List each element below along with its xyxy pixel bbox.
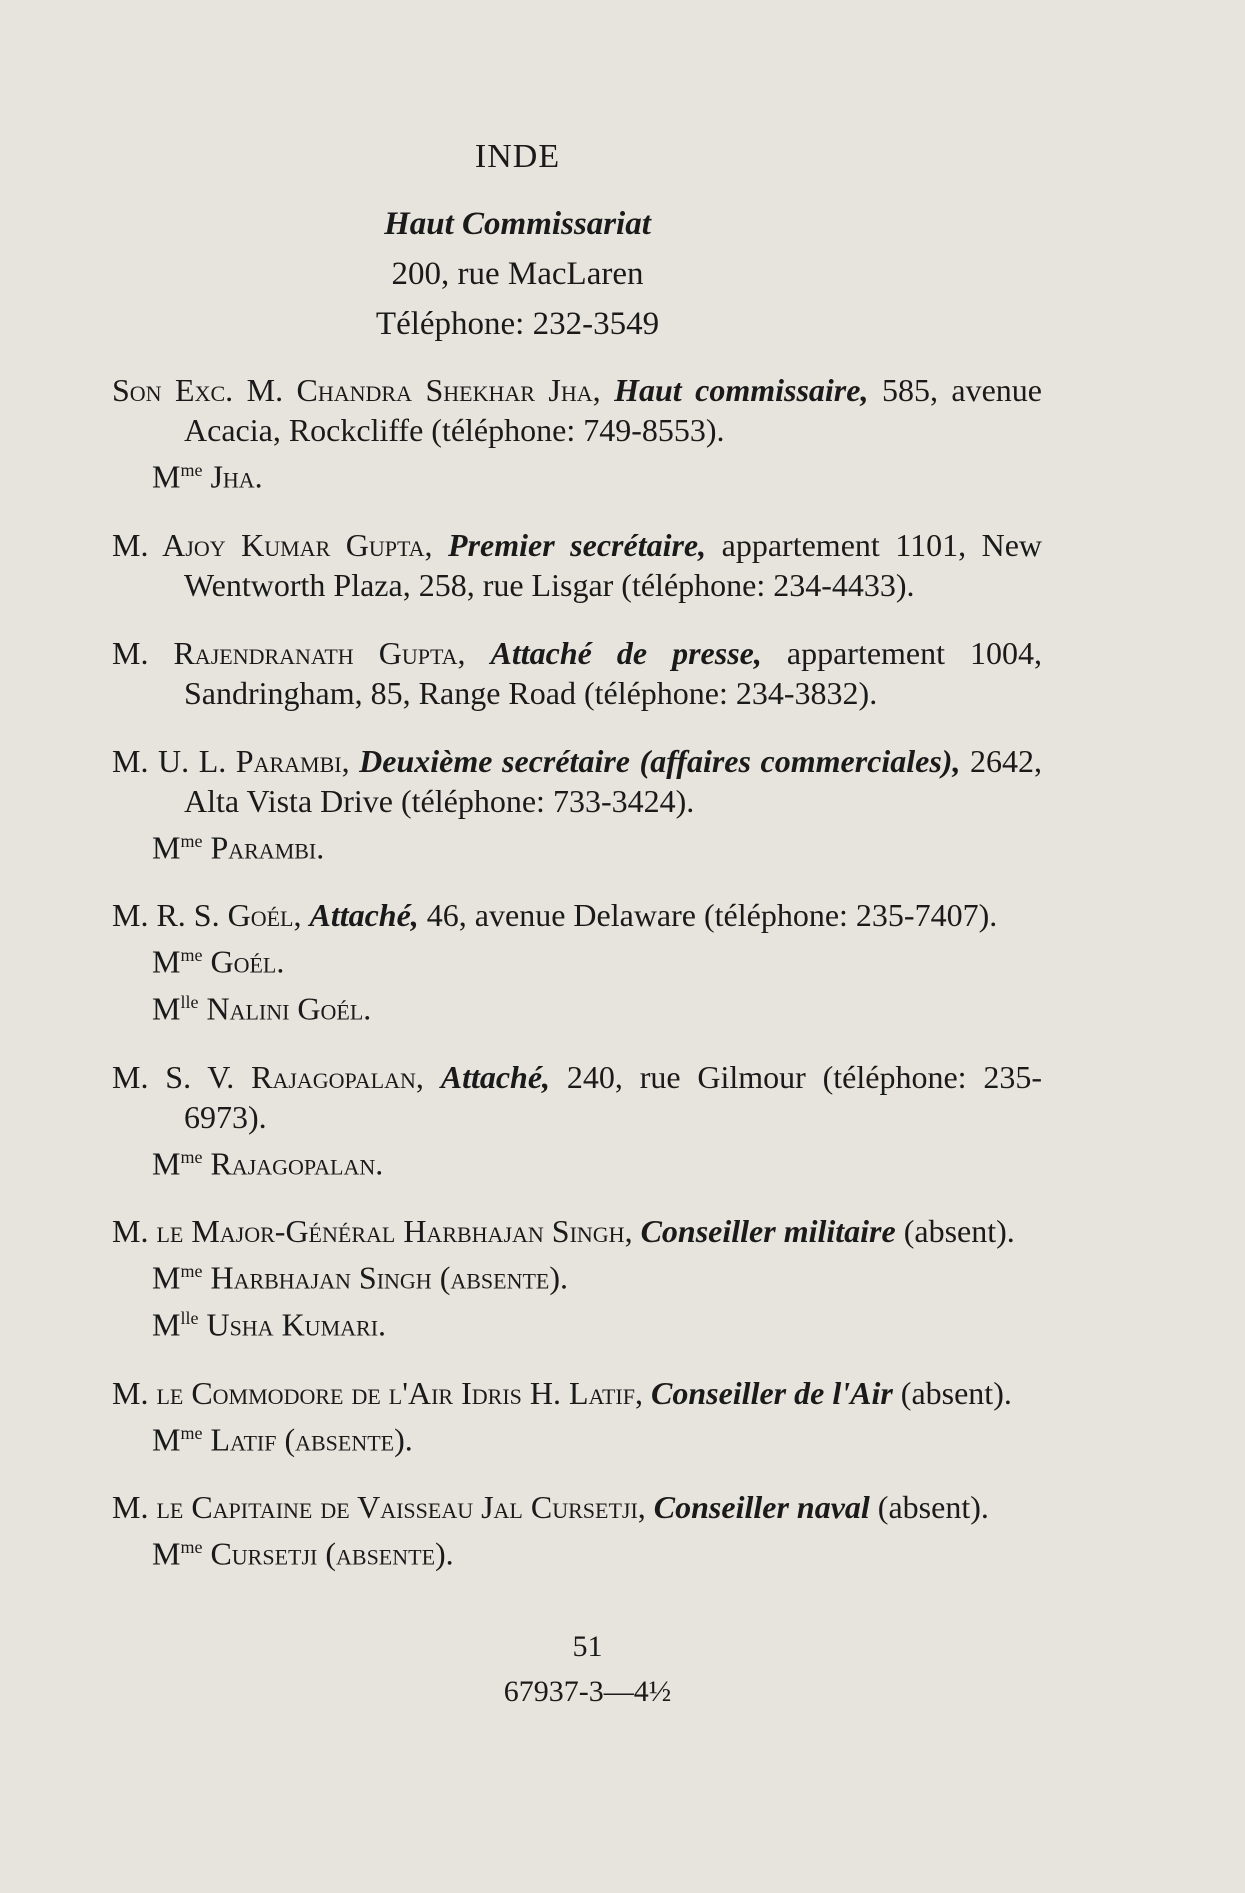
staff-name: M. Rajendranath Gupta, [112,634,466,671]
staff-role: Conseiller de l'Air [650,1374,893,1411]
country-heading: INDE [474,138,561,175]
staff-entry [112,633,1042,713]
family-member [112,821,1042,868]
family-title: M [152,1306,181,1343]
family-member [112,1527,1042,1574]
office-phone: Téléphone: 232-3549 [375,306,660,342]
staff-role: Conseiller naval [653,1489,870,1526]
staff-entry-text [112,525,1042,605]
print-code: 67937-3—4½ [503,1675,672,1708]
staff-name: M. S. V. Rajagopalan, [112,1058,424,1095]
office-address: 200, rue MacLaren [391,256,644,292]
family-member [112,1137,1042,1184]
family-name: Goél. [210,943,285,980]
family-title-suffix: lle [180,1307,199,1328]
family-name: Latif (absente). [210,1421,413,1458]
family-title: M [152,458,181,495]
staff-address: 240, rue Gilmour (téléphone: 235-6973). [184,1058,1043,1135]
staff-entry-text [112,633,1042,713]
staff-entry [112,370,1042,497]
staff-role: Deuxième secrétaire (affaires commerciales), [359,742,961,779]
staff-entry [112,895,1042,1028]
page-number: 51 [572,1630,603,1663]
staff-entry-text [112,1487,1042,1527]
family-title-suffix: me [180,1146,203,1167]
staff-entry [112,1211,1042,1344]
family-title: M [152,829,181,866]
staff-address: (absent). [900,1374,1012,1411]
family-title-suffix: me [180,1422,203,1443]
family-name: Usha Kumari. [206,1306,387,1343]
staff-name: M. le Capitaine de Vaisseau Jal Cursetji, [112,1489,646,1526]
family-name: Rajagopalan. [210,1145,384,1182]
staff-role: Conseiller militaire [640,1213,896,1250]
office-title: Haut Commissariat [384,206,651,242]
family-name: Nalini Goél. [206,990,372,1027]
family-title: M [152,1535,181,1572]
family-name: Harbhajan Singh (absente). [210,1259,569,1296]
staff-address: 2642, Alta Vista Drive (téléphone: 733-3424). [184,742,1042,819]
family-title-suffix: me [180,1261,203,1282]
staff-role: Attaché, [440,1058,551,1095]
staff-address: appartement 1101, New Wentworth Plaza, 258, rue Lisgar (téléphone: 234-4433). [184,526,1043,603]
family-title-suffix: me [180,1537,203,1558]
family-title: M [152,1145,181,1182]
staff-name: M. U. L. Parambi, [112,742,350,779]
family-member [112,982,1042,1029]
staff-entry-text [112,1057,1042,1137]
staff-address: (absent). [877,1489,989,1526]
staff-address: 46, avenue Delaware (téléphone: 235-7407). [426,897,998,934]
staff-role: Premier secrétaire, [448,526,707,563]
family-title: M [152,1259,181,1296]
staff-entry-text [112,895,1042,935]
family-name: Jha. [210,458,263,495]
staff-name: M. le Major-Général Harbhajan Singh, [112,1213,633,1250]
staff-entry [112,741,1042,868]
staff-entry [112,1487,1042,1574]
family-name: Cursetji (absente). [210,1535,454,1572]
family-member [112,935,1042,982]
family-name: Parambi. [210,829,325,866]
staff-address: (absent). [903,1213,1015,1250]
staff-name: M. Ajoy Kumar Gupta, [112,526,433,563]
staff-entry-text [112,741,1042,821]
family-member [112,1251,1042,1298]
staff-entry-text [112,370,1042,450]
staff-role: Haut commissaire, [614,372,869,408]
staff-entry [112,1373,1042,1460]
staff-role: Attaché de presse, [490,634,762,671]
family-member [112,1413,1042,1460]
family-title-suffix: me [180,460,203,480]
family-title: M [152,1421,181,1458]
staff-name: M. le Commodore de l'Air Idris H. Latif, [112,1374,643,1411]
staff-entry [112,1057,1042,1184]
family-title-suffix: lle [180,991,199,1012]
family-title: M [152,943,181,980]
family-member [112,1298,1042,1345]
staff-entry-text [112,1373,1042,1413]
staff-list [112,370,1042,1602]
family-member [112,450,1042,497]
staff-address: appartement 1004, Sandringham, 85, Range Road (téléphone: 234-3832). [184,634,1043,711]
staff-entry [112,525,1042,605]
family-title-suffix: me [180,945,203,966]
staff-name: M. R. S. Goél, [112,897,302,934]
staff-role: Attaché, [309,897,419,934]
staff-address: 585, avenue Acacia, Rockcliffe (téléphone: 749-8553). [184,372,1043,448]
family-title-suffix: me [180,830,203,851]
staff-entry-text [112,1211,1042,1251]
staff-name: Son Exc. M. Chandra Shekhar Jha, [112,372,601,408]
family-title: M [152,990,181,1027]
